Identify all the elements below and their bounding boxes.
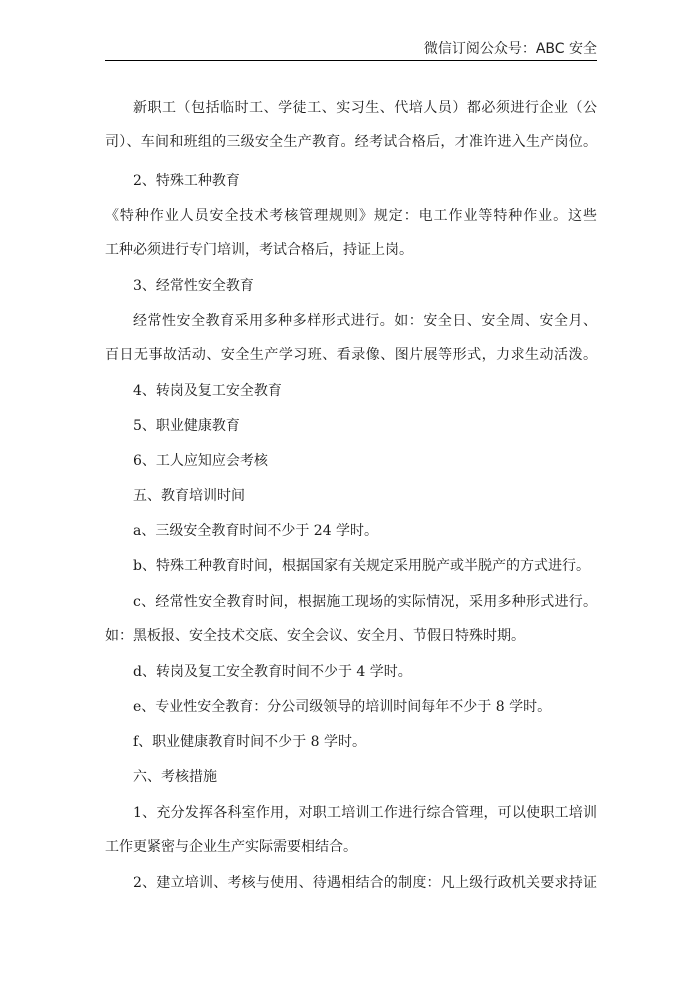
chapter-heading: 五、教育培训时间 bbox=[133, 488, 245, 504]
section-heading: 5、职业健康教育 bbox=[133, 418, 240, 434]
section-heading: 4、转岗及复工安全教育 bbox=[133, 383, 282, 399]
header-text: 微信订阅公众号：ABC 安全 bbox=[423, 41, 597, 57]
paragraph-line: 如：黑板报、安全技术交底、安全会议、安全月、节假日特殊时期。 bbox=[105, 628, 525, 644]
paragraph-line: 1、充分发挥各科室作用，对职工培训工作进行综合管理，可以使职工培训 bbox=[133, 805, 597, 821]
list-item: b、特殊工种教育时间，根据国家有关规定采用脱产或半脱产的方式进行。 bbox=[133, 558, 590, 574]
paragraph-line: 司）、车间和班组的三级安全生产教育。经考试合格后，才准许进入生产岗位。 bbox=[105, 134, 597, 150]
chapter-heading: 六、考核措施 bbox=[133, 769, 217, 785]
paragraph-line: 工种必须进行专门培训，考试合格后，持证上岗。 bbox=[105, 242, 413, 258]
paragraph-line: 新职工（包括临时工、学徒工、实习生、代培人员）都必须进行企业（公 bbox=[133, 100, 597, 116]
paragraph-line: 2、建立培训、考核与使用、待遇相结合的制度：凡上级行政机关要求持证 bbox=[133, 875, 597, 891]
list-item: a、三级安全教育时间不少于 24 学时。 bbox=[133, 523, 379, 539]
paragraph-line: 工作更紧密与企业生产实际需要相结合。 bbox=[105, 839, 357, 855]
paragraph-line: 经常性安全教育采用多种多样形式进行。如：安全日、安全周、安全月、 bbox=[133, 313, 597, 329]
section-heading: 3、经常性安全教育 bbox=[133, 278, 254, 294]
list-item: c、经常性安全教育时间，根据施工现场的实际情况，采用多种形式进行。 bbox=[133, 594, 597, 610]
section-heading: 2、特殊工种教育 bbox=[133, 173, 240, 189]
paragraph-line: 百日无事故活动、安全生产学习班、看录像、图片展等形式，力求生动活泼。 bbox=[105, 347, 597, 363]
list-item: e、专业性安全教育：分公司级领导的培训时间每年不少于 8 学时。 bbox=[133, 699, 552, 715]
section-heading: 6、工人应知应会考核 bbox=[133, 453, 268, 469]
page-header bbox=[105, 30, 597, 61]
list-item: d、转岗及复工安全教育时间不少于 4 学时。 bbox=[133, 664, 412, 680]
list-item: f、职业健康教育时间不少于 8 学时。 bbox=[133, 734, 366, 750]
paragraph-line: 《特种作业人员安全技术考核管理规则》规定：电工作业等特种作业。这些 bbox=[105, 208, 597, 224]
